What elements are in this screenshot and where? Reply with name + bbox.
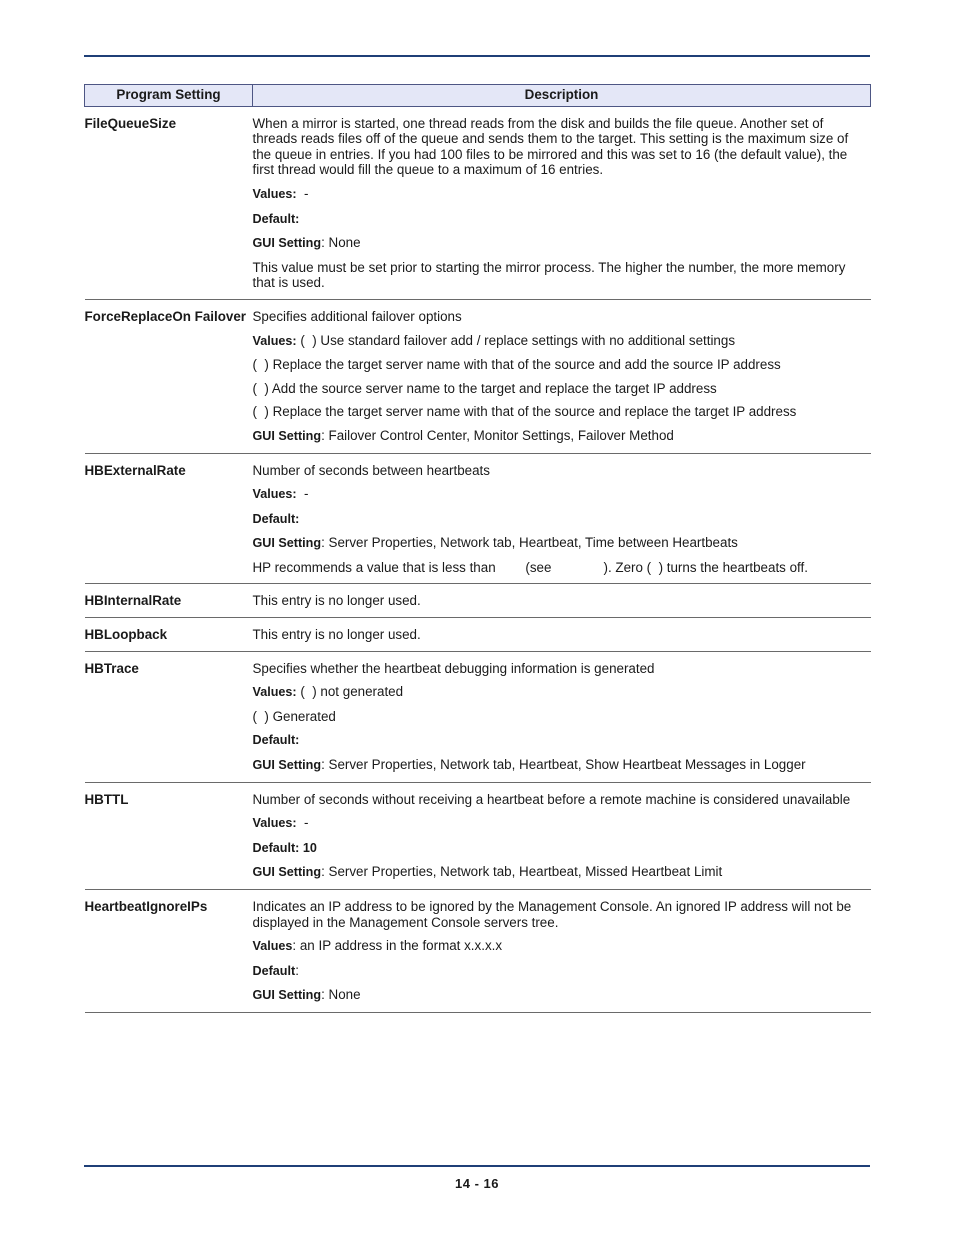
description-line bbox=[253, 938, 865, 955]
description-line bbox=[253, 593, 865, 609]
field-label: GUI Setting bbox=[252, 758, 322, 773]
setting-description bbox=[253, 651, 871, 782]
description-line bbox=[253, 535, 865, 552]
setting-name: HeartbeatIgnoreIPs bbox=[85, 890, 253, 1013]
setting-name: HBLoopback bbox=[85, 618, 253, 652]
setting-description bbox=[253, 584, 871, 618]
table-header-row bbox=[85, 85, 871, 107]
field-label: Default bbox=[252, 963, 296, 978]
field-text: : None bbox=[321, 235, 361, 251]
description-line bbox=[253, 709, 865, 725]
table-row bbox=[85, 890, 871, 1013]
field-text: : Server Properties, Network tab, Heartbeat, Show Heartbeat Messages in Logger bbox=[321, 757, 806, 773]
field-text: Indicates an IP address to be ignored by the Management Console. An ignored IP address will not be displayed in the Management Console servers tree. bbox=[252, 899, 855, 930]
table-row bbox=[85, 618, 871, 652]
description-line bbox=[253, 560, 865, 576]
header-rule bbox=[84, 55, 870, 57]
field-label: Values: bbox=[252, 685, 297, 700]
field-text: ( ) Use standard failover add / replace settings with no additional settings bbox=[296, 332, 736, 348]
description-line bbox=[253, 627, 865, 643]
field-text: : an IP address in the format x.x.x.x bbox=[292, 938, 503, 954]
field-text: ( ) Replace the target server name with that of the source and add the source IP address bbox=[252, 357, 781, 373]
description-line bbox=[253, 381, 865, 397]
setting-description bbox=[253, 890, 871, 1013]
description-line bbox=[253, 235, 865, 252]
table-row bbox=[85, 106, 871, 299]
description-line bbox=[253, 963, 865, 980]
field-label: GUI Setting bbox=[252, 236, 322, 251]
table-row bbox=[85, 651, 871, 782]
description-line bbox=[253, 486, 865, 503]
field-text: When a mirror is started, one thread reads from the disk and builds the file queue. Another set of threads reads files off of the queue and sends them to the target. This setting is the maximum size of the queue in entries. If you had 100 files to be mirrored and this was set to 16 (the default value), the first thread would fill the queue to a maximum of 16 entries. bbox=[252, 115, 852, 178]
footer-rule bbox=[84, 1165, 870, 1167]
field-text: - bbox=[296, 185, 309, 201]
description-line bbox=[253, 684, 865, 701]
field-label: Values: bbox=[252, 333, 297, 348]
field-label: Values bbox=[252, 939, 293, 954]
field-label: Values: bbox=[252, 186, 297, 201]
page-number: 14 - 16 bbox=[455, 1176, 499, 1191]
description-line bbox=[253, 309, 865, 325]
field-text: This entry is no longer used. bbox=[252, 593, 421, 609]
setting-name: HBTTL bbox=[85, 782, 253, 889]
field-text: : Server Properties, Network tab, Heartbeat, Time between Heartbeats bbox=[321, 535, 738, 551]
table-row bbox=[85, 584, 871, 618]
field-text: Number of seconds without receiving a heartbeat before a remote machine is considered unavailable bbox=[252, 791, 851, 807]
setting-name: HBExternalRate bbox=[85, 453, 253, 584]
description-line bbox=[253, 333, 865, 350]
description-line bbox=[253, 511, 865, 528]
field-text: : Server Properties, Network tab, Heartbeat, Missed Heartbeat Limit bbox=[321, 864, 723, 880]
field-text: - bbox=[296, 486, 309, 502]
field-text: Specifies additional failover options bbox=[252, 308, 462, 324]
table-row bbox=[85, 299, 871, 453]
field-text: HP recommends a value that is less than (see ). Zero ( ) turns the heartbeats off. bbox=[252, 559, 808, 575]
description-line bbox=[253, 357, 865, 373]
field-label: GUI Setting bbox=[252, 988, 322, 1003]
field-label: Default: bbox=[252, 733, 300, 748]
setting-description bbox=[253, 299, 871, 453]
description-line bbox=[253, 116, 865, 178]
field-text: ( ) Replace the target server name with that of the source and replace the target IP address bbox=[252, 404, 797, 420]
field-label: GUI Setting bbox=[252, 865, 322, 880]
setting-description bbox=[253, 106, 871, 299]
description-line bbox=[253, 987, 865, 1004]
description-line bbox=[253, 840, 865, 857]
field-text: ( ) not generated bbox=[296, 684, 404, 700]
description-line bbox=[253, 404, 865, 420]
description-line bbox=[253, 661, 865, 677]
field-label: Values: bbox=[252, 816, 297, 831]
column-header-description: Description bbox=[253, 85, 871, 107]
description-line bbox=[253, 211, 865, 228]
field-label: Default: bbox=[252, 511, 300, 526]
description-line bbox=[253, 463, 865, 479]
field-label: Values: bbox=[252, 487, 297, 502]
column-header-program-setting: Program Setting bbox=[85, 85, 253, 107]
field-text: This value must be set prior to starting the mirror process. The higher the number, the more memory that is used. bbox=[252, 259, 850, 291]
setting-description bbox=[253, 618, 871, 652]
description-line bbox=[253, 428, 865, 445]
field-text: ( ) Generated bbox=[252, 708, 336, 724]
field-text: : bbox=[295, 962, 299, 978]
description-line bbox=[253, 186, 865, 203]
field-text: : None bbox=[321, 987, 361, 1003]
field-label: GUI Setting bbox=[252, 428, 322, 443]
setting-name: HBInternalRate bbox=[85, 584, 253, 618]
field-label: Default: 10 bbox=[252, 840, 317, 855]
field-text: ( ) Add the source server name to the target and replace the target IP address bbox=[252, 380, 717, 396]
table-row bbox=[85, 453, 871, 584]
setting-name: HBTrace bbox=[85, 651, 253, 782]
field-text: Number of seconds between heartbeats bbox=[252, 462, 490, 478]
setting-name: FileQueueSize bbox=[85, 106, 253, 299]
field-label: GUI Setting bbox=[252, 536, 322, 551]
description-line bbox=[253, 757, 865, 774]
field-text: : Failover Control Center, Monitor Settings, Failover Method bbox=[321, 427, 674, 443]
description-line bbox=[253, 899, 865, 930]
description-line bbox=[253, 864, 865, 881]
setting-name: ForceReplaceOn Failover bbox=[85, 299, 253, 453]
field-text: - bbox=[296, 815, 309, 831]
setting-description bbox=[253, 782, 871, 889]
field-text: This entry is no longer used. bbox=[252, 627, 421, 643]
field-text: Specifies whether the heartbeat debugging information is generated bbox=[252, 660, 655, 676]
description-line bbox=[253, 815, 865, 832]
description-line bbox=[253, 732, 865, 749]
settings-table bbox=[84, 84, 871, 1013]
setting-description bbox=[253, 453, 871, 584]
table-row bbox=[85, 782, 871, 889]
description-line bbox=[253, 260, 865, 291]
description-line bbox=[253, 792, 865, 808]
field-label: Default: bbox=[252, 211, 300, 226]
